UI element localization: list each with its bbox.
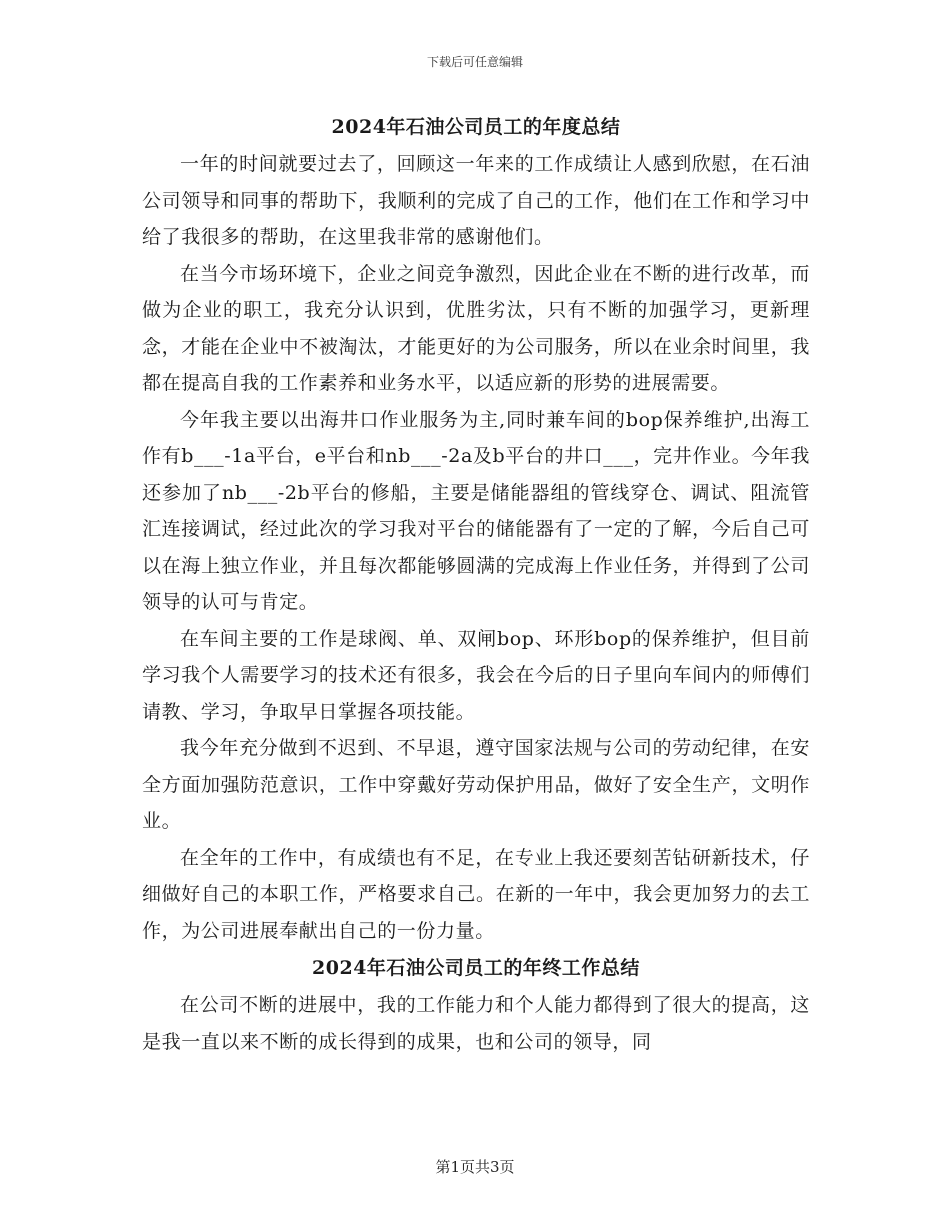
paragraph: 我今年充分做到不迟到、不早退，遵守国家法规与公司的劳动纪律，在安全方面加强防范意识，工作中穿戴好劳动保护用品，做好了安全生产，文明作业。 xyxy=(142,737,810,832)
page-number: 第1页共3页 xyxy=(435,1158,515,1176)
paragraph: 在公司不断的进展中，我的工作能力和个人能力都得到了很大的提高，这是我一直以来不断的成长得到的成果，也和公司的领导，同 xyxy=(142,994,810,1053)
paragraph: 在全年的工作中，有成绩也有不足，在专业上我还要刻苦钻研新技术，仔细做好自己的本职工作，严格要求自己。在新的一年中，我会更加努力的去工作，为公司进展奉献出自己的一份力量。 xyxy=(142,846,810,942)
document-title: 2024年石油公司员工的年度总结 xyxy=(331,116,621,138)
paragraph: 今年我主要以出海井口作业服务为主,同时兼车间的bop保养维护,出海工作有b___-1a平台，e平台和nb___-2a及b平台的井口___，完井作业。今年我还参加了nb___-2b平台的修船，主要是储能器组的管线穿仓、调试、阻流管汇连接调试，经过此次的学习我对平台的储能器有了一定的了解，今后自己可以在海上独立作业，并且每次都能够圆满的完成海上作业任务，并得到了公司领导的认可与肯定。 xyxy=(142,408,810,613)
paragraph: 在当今市场环境下，企业之间竞争激烈，因此企业在不断的进行改革，而做为企业的职工，我充分认识到，优胜劣汰，只有不断的加强学习，更新理念，才能在企业中不被淘汰，才能更好的为公司服务，所以在业余时间里，我都在提高自我的工作素养和业务水平，以适应新的形势的进展需要。 xyxy=(142,262,810,394)
paragraph: 在车间主要的工作是球阀、单、双闸bop、环形bop的保养维护，但目前学习我个人需要学习的技术还有很多，我会在今后的日子里向车间内的师傅们请教、学习，争取早日掌握各项技能。 xyxy=(142,627,810,723)
page-header: 下载后可任意编辑 xyxy=(426,55,523,69)
paragraph: 一年的时间就要过去了，回顾这一年来的工作成绩让人感到欣慰，在石油公司领导和同事的帮助下，我顺利的完成了自己的工作，他们在工作和学习中给了我很多的帮助，在这里我非常的感谢他们。 xyxy=(142,153,810,248)
document-body xyxy=(142,108,810,1060)
section-title: 2024年石油公司员工的年终工作总结 xyxy=(312,957,640,979)
